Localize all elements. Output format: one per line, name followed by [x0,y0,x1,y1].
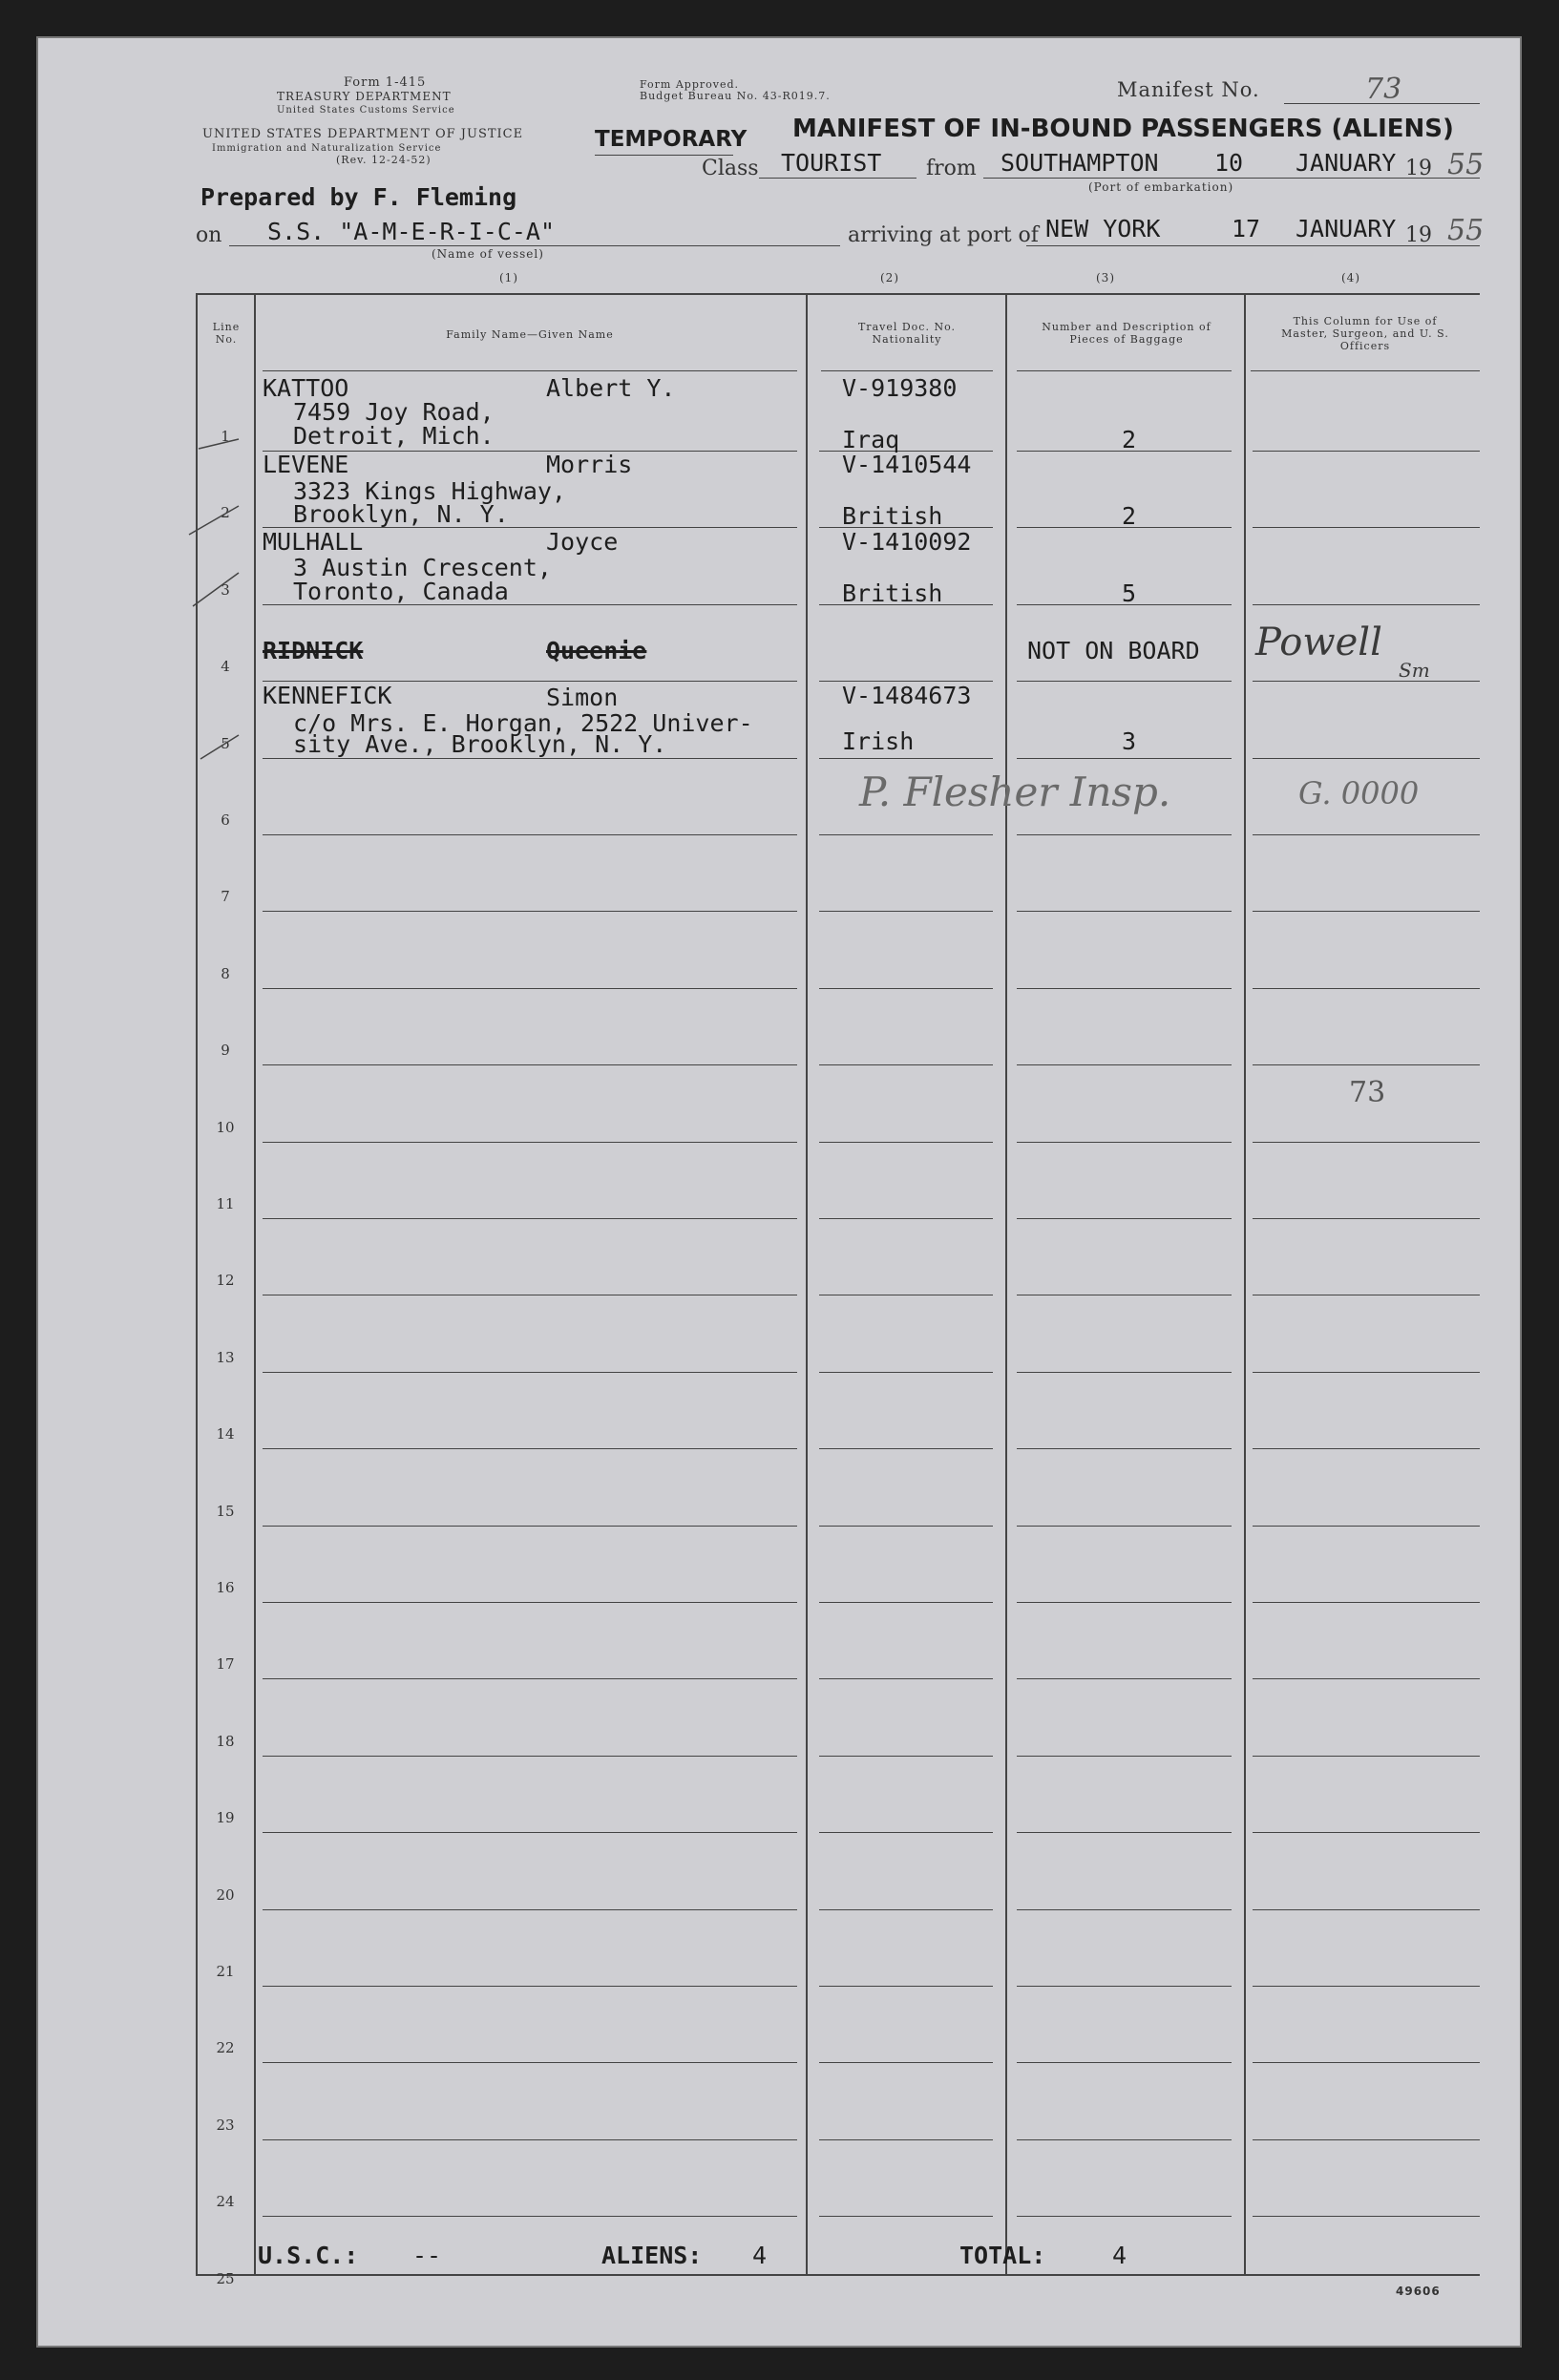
baggage-count: 2 [1122,426,1137,453]
row-rule [263,1526,797,1527]
line-number: 3 [221,580,230,599]
check-mark [199,439,239,449]
line-number: 10 [216,1118,235,1136]
address-line: 7459 Joy Road, [293,398,495,426]
arrival-day: 17 [1232,215,1261,242]
row-rule [819,2139,993,2140]
name-col-divider [806,293,808,2275]
from-port: SOUTHAMPTON [1001,149,1159,177]
class-line [759,178,916,179]
row-rule [819,1986,993,1987]
manifest-no-line [1284,103,1480,104]
col1-number: (1) [499,271,518,284]
given-name: Simon [546,684,619,711]
total-value: 4 [1112,2242,1127,2269]
line-number: 8 [221,964,230,982]
table-bottom-border [196,2274,1480,2276]
family-name: KATTOO [263,374,349,402]
row-rule [1017,1142,1232,1143]
baggage-col-divider [1244,293,1246,2275]
given-name-struck: Queenie [546,637,647,664]
row-rule [1253,834,1480,835]
family-name: MULHALL [263,528,364,556]
form-approved: Form Approved. [640,78,740,91]
name-header: Family Name—Given Name [446,328,614,341]
row-rule [1017,758,1232,759]
row-rule [819,2062,993,2063]
address-line: sity Ave., Brooklyn, N. Y. [293,730,667,758]
baggage-count: 3 [1122,727,1137,755]
arrival-year: 55 [1447,214,1485,247]
line-number: 12 [216,1272,235,1290]
from-year: 55 [1447,148,1485,181]
row-rule [1253,1909,1480,1910]
row-rule [263,1909,797,1910]
row-rule [1017,1064,1232,1065]
row-rule [1253,681,1480,682]
usc-label: U.S.C.: [258,2242,359,2269]
row-rule [819,1832,993,1833]
row-rule [1017,1526,1232,1527]
temporary-stamp: TEMPORARY [595,127,748,152]
row-rule [1253,1142,1480,1143]
given-name: Albert Y. [546,374,676,402]
arriving-label: arriving at port of [848,223,1039,247]
row-rule [263,1678,797,1679]
row-rule [1253,911,1480,912]
row-rule [1253,527,1480,528]
baggage-count: 2 [1122,502,1137,530]
row-rule [1253,1678,1480,1679]
header-underline [821,370,993,371]
line-number: 18 [216,1732,235,1750]
row-rule [1253,1064,1480,1065]
row-rule [819,1756,993,1757]
row-rule [819,1526,993,1527]
port-embarkation-note: (Port of embarkation) [1088,180,1234,194]
line-number: 7 [221,888,230,906]
doc-col-divider [1005,293,1007,2275]
arrival-year-prefix: 19 [1405,223,1432,247]
row-rule [1253,1756,1480,1757]
row-rule [263,1372,797,1373]
line-number: 1 [221,428,230,445]
travel-doc-header: Travel Doc. No. Nationality [857,321,957,346]
arrival-line [1026,245,1480,246]
from-label: from [926,157,977,180]
line-number: 6 [221,811,230,829]
line-number: 13 [216,1348,235,1366]
revision-date: (Rev. 12-24-52) [336,154,432,166]
col4-number: (4) [1341,271,1360,284]
row-rule [263,834,797,835]
row-rule [1253,1526,1480,1527]
row-rule [819,1448,993,1449]
check-mark [193,573,239,606]
line-number: 16 [216,1579,235,1596]
header-underline [1017,370,1232,371]
travel-doc-no: V-919380 [842,374,958,402]
row-rule [263,1064,797,1065]
row10-number: 73 [1349,1076,1386,1109]
check-marks [181,401,267,802]
row-rule [819,1142,993,1143]
vessel-line [229,245,840,246]
treasury-dept: TREASURY DEPARTMENT [277,90,452,103]
aliens-value: 4 [752,2242,768,2269]
row-rule [263,2139,797,2140]
nationality: Irish [842,727,915,755]
form-number: Form 1-415 [344,75,427,90]
row-rule [819,1909,993,1910]
budget-bureau: Budget Bureau No. 43-R019.7. [640,90,831,102]
nationality: British [842,502,943,530]
vessel-name: S.S. "A-M-E-R-I-C-A" [267,218,556,245]
row-rule [1017,1756,1232,1757]
row-rule [1253,758,1480,759]
line-number: 21 [216,1963,235,1980]
row-rule [819,834,993,835]
arrival-port: NEW YORK [1045,215,1161,242]
row-rule [1253,1602,1480,1603]
line-number: 20 [216,1885,235,1904]
travel-doc-no: V-1410092 [842,528,972,556]
arrival-month: JANUARY [1296,215,1397,242]
line-number: 2 [221,504,230,522]
row-rule [263,1986,797,1987]
family-name: KENNEFICK [263,682,392,709]
line-number: 11 [216,1195,235,1212]
address-line: Toronto, Canada [293,578,509,605]
address-line: 3323 Kings Highway, [293,477,566,505]
row-rule [819,2216,993,2217]
prepared-by: Prepared by F. Fleming [200,183,517,211]
row-rule [263,1602,797,1603]
ins-service: Immigration and Naturalization Service [212,143,442,154]
class-label: Class [702,157,759,180]
row-rule [263,1756,797,1757]
row-rule [1017,1372,1232,1373]
baggage-count: 5 [1122,579,1137,607]
row-rule [1017,2062,1232,2063]
address-line: Detroit, Mich. [293,422,495,450]
table-top-border [196,293,1480,295]
line-number: 14 [216,1425,235,1443]
row-rule [1017,1218,1232,1219]
row-rule [1017,911,1232,912]
form-title: MANIFEST OF IN-BOUND PASSENGERS (ALIENS) [792,115,1454,143]
officer-signature: Powell [1255,621,1382,664]
usc-value: -- [412,2242,442,2269]
travel-doc-no: V-1410544 [842,451,972,478]
row-rule [1253,988,1480,989]
form-footer-number: 49606 [1396,2285,1441,2298]
check-mark [200,735,239,759]
total-label: TOTAL: [959,2242,1046,2269]
row-rule [819,911,993,912]
officers-header: This Column for Use of Master, Surgeon, and U. S. Officers [1281,315,1449,352]
on-label: on [196,223,222,247]
row-rule [1017,681,1232,682]
header-underline [263,370,797,371]
address-line: c/o Mrs. E. Horgan, 2522 Univer- [293,709,753,737]
row-rule [1017,988,1232,989]
travel-doc-no: V-1484673 [842,682,972,709]
row-rule [1017,1909,1232,1910]
row-rule [819,1218,993,1219]
officer-signature-suffix: Sm [1399,659,1430,682]
row-rule [819,1678,993,1679]
check-mark [189,506,239,535]
line-number: 19 [216,1809,235,1827]
row-rule [819,1372,993,1373]
row-rule [1253,1986,1480,1987]
nationality: British [842,579,943,607]
row-rule [819,758,993,759]
row-rule [263,1832,797,1833]
row-rule [1253,451,1480,452]
row-rule [1253,2216,1480,2217]
address-line: 3 Austin Crescent, [293,554,552,581]
from-month: JANUARY [1296,149,1397,177]
row-rule [1017,1832,1232,1833]
header-underline [1251,370,1480,371]
class-value: TOURIST [781,149,882,177]
address-line: Brooklyn, N. Y. [293,500,509,528]
nationality: Iraq [842,426,900,453]
row-rule [1253,1448,1480,1449]
given-name: Joyce [546,528,619,556]
from-year-prefix: 19 [1405,157,1432,180]
not-on-board-note: NOT ON BOARD [1027,637,1200,664]
row-rule [819,988,993,989]
vessel-note: (Name of vessel) [432,247,544,261]
row-rule [263,2062,797,2063]
manifest-sheet [36,36,1522,2348]
row-rule [1253,2139,1480,2140]
row-rule [1017,834,1232,835]
aliens-label: ALIENS: [601,2242,703,2269]
row-rule [263,1448,797,1449]
customs-service: United States Customs Service [277,105,455,116]
row-rule [1253,1832,1480,1833]
row-rule [1017,2216,1232,2217]
line-number: 17 [216,1655,235,1674]
row-rule [819,1602,993,1603]
justice-dept: UNITED STATES DEPARTMENT OF JUSTICE [202,127,524,141]
row-rule [263,1218,797,1219]
row-rule [263,1142,797,1143]
temporary-underline [595,155,733,156]
line-number: 24 [216,2193,235,2211]
row-rule [1017,2139,1232,2140]
from-day: 10 [1214,149,1244,177]
row-rule [819,1064,993,1065]
row-rule [1253,604,1480,605]
row-rule [263,2216,797,2217]
row-rule [263,988,797,989]
line-number: 25 [216,2269,235,2287]
from-line [983,178,1480,179]
line-number: 5 [221,734,230,752]
line-number: 15 [216,1502,235,1520]
row-rule [1253,1218,1480,1219]
col2-number: (2) [880,271,899,284]
manifest-no-label: Manifest No. [1117,78,1260,101]
officer-note: G. 0000 [1298,775,1420,811]
line-number: 4 [221,658,230,676]
manifest-number: 73 [1365,73,1402,106]
row-rule [1253,2062,1480,2063]
line-no-header: Line No. [212,321,241,346]
col3-number: (3) [1096,271,1115,284]
row-rule [1017,1678,1232,1679]
row-rule [1017,1602,1232,1603]
family-name: LEVENE [263,451,349,478]
baggage-header: Number and Description of Pieces of Baggage [1042,321,1211,346]
row-rule [1017,1448,1232,1449]
row-rule [1253,1372,1480,1373]
family-name-struck: RIDNICK [263,637,364,664]
inspector-signature: P. Flesher Insp. [859,769,1171,815]
given-name: Morris [546,451,633,478]
row-rule [1017,1986,1232,1987]
row-rule [263,911,797,912]
line-number: 23 [216,2116,235,2134]
line-number: 22 [216,2039,235,2057]
line-number: 9 [221,1042,230,1060]
